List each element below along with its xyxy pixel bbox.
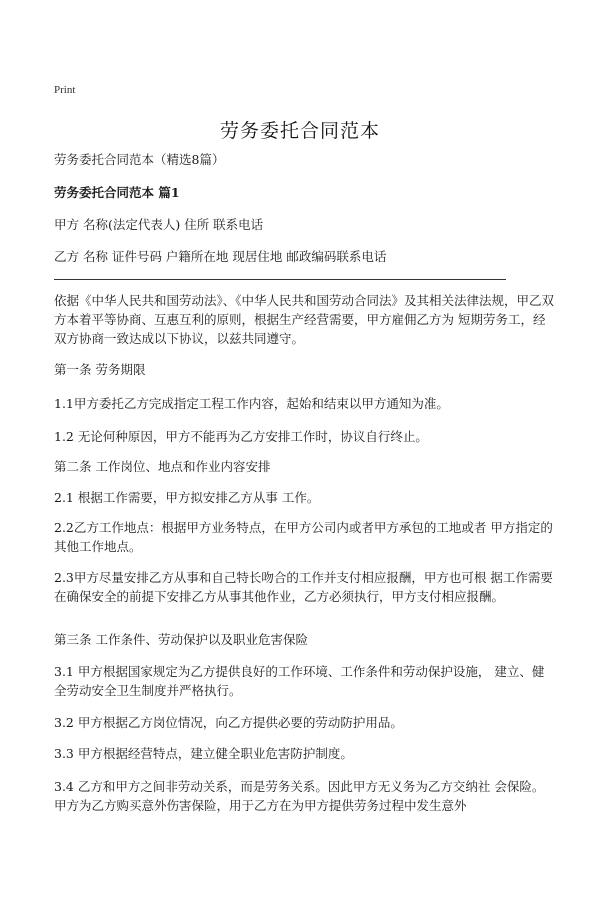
clause-3-4: 3.4 乙方和甲方之间非劳动关系，而是劳务关系。因此甲方无义务为乙方交纳社 会保险。甲方为乙方购买意外伤害保险，用于乙方在为甲方提供劳务过程中发生意外 (54, 779, 545, 813)
document-title: 劳务委托合同范本 (219, 120, 380, 142)
print-label: Print (54, 84, 76, 96)
divider (54, 279, 506, 280)
clause-3-1: 3.1 甲方根据国家规定为乙方提供良好的工作环境、工作条件和劳动保护设施， 建立、健全劳动安全卫生制度并严格执行。 (54, 664, 545, 698)
clause-2-3: 2.3甲方尽量安排乙方从事和自己特长吻合的工作并支付相应报酬，甲方也可根 据工作需要在确保安全的前提下安排乙方从事其他作业，乙方必须执行，甲方支付相应报酬。 (54, 570, 553, 604)
section-heading: 劳务委托合同范本 篇1 (54, 185, 180, 200)
article-2-heading: 第二条 工作岗位、地点和作业内容安排 (54, 459, 271, 474)
clause-2-1: 2.1 根据工作需要，甲方拟安排乙方从事 工作。 (54, 490, 320, 505)
article-1-heading: 第一条 劳务期限 (54, 362, 146, 377)
article-3-heading: 第三条 工作条件、劳动保护以及职业危害保险 (54, 632, 308, 647)
intro-paragraph: 依据《中华人民共和国劳动法》、《中华人民共和国劳动合同法》及其相关法律法规，甲乙双方本着平等协商、互惠互利的原则，根据生产经营需要，甲方雇佣乙方为 短期劳务工，经双方协商一致达成以下协议，以兹共同遵守。 (54, 293, 555, 346)
clause-3-2: 3.2 甲方根据乙方岗位情况，向乙方提供必要的劳动防护用品。 (54, 715, 403, 730)
clause-2-2: 2.2乙方工作地点：根据甲方业务特点，在甲方公司内或者甲方承包的工地或者 甲方指定的其他工作地点。 (54, 520, 553, 554)
document-subtitle: 劳务委托合同范本（精选8篇） (54, 152, 225, 167)
clause-3-3: 3.3 甲方根据经营特点，建立健全职业危害防护制度。 (54, 746, 353, 761)
clause-1-2: 1.2 无论何种原因，甲方不能再为乙方安排工作时，协议自行终止。 (54, 429, 428, 444)
clause-1-1: 1.1甲方委托乙方完成指定工程工作内容，起始和结束以甲方通知为准。 (54, 396, 449, 411)
party-a-line: 甲方 名称(法定代表人) 住所 联系电话 (54, 217, 264, 232)
party-b-line: 乙方 名称 证件号码 户籍所在地 现居住地 邮政编码联系电话 (54, 249, 387, 264)
